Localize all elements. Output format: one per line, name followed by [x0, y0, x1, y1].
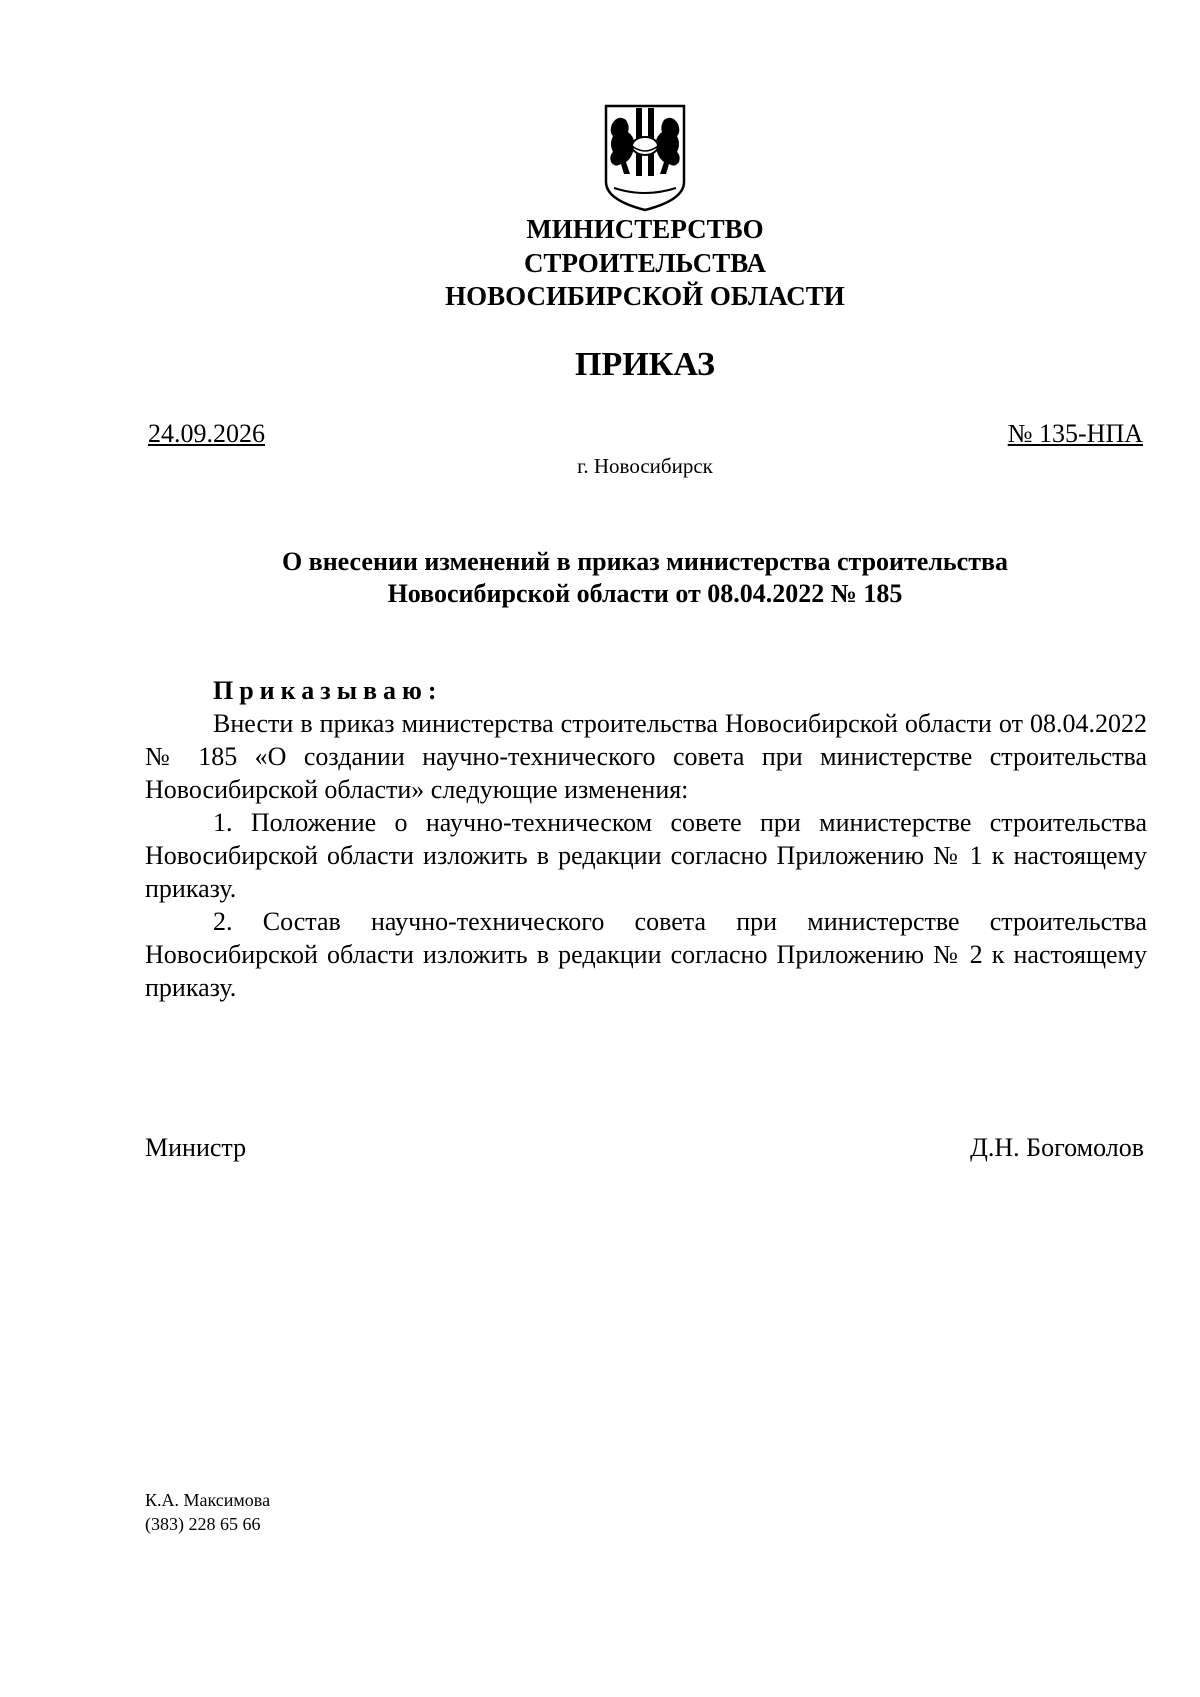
document-type-title: ПРИКАЗ [575, 346, 715, 383]
body-paragraph-intro: Внести в приказ министерства строительства Новосибирской области от 08.04.2022 № 185 «О создании научно-технического совета при министерстве строительства Новосибирской области» следующие изменения: [145, 709, 1147, 804]
subject-line-1: О внесении изменений в приказ министерства строительства [281, 547, 1009, 576]
order-word: Приказываю: [213, 676, 443, 705]
document-body [145, 674, 1147, 1004]
signatory-title: Министр [145, 1133, 247, 1162]
document-subject [200, 546, 1090, 610]
coat-of-arms-icon [602, 104, 688, 212]
body-item-2: 2. Состав научно-технического совета при министерстве строительства Новосибирской области изложить в редакции согласно Приложению № 2 к настоящему приказу. [145, 907, 1147, 1002]
ministry-name-line-1: МИНИСТЕРСТВО [526, 214, 764, 244]
document-number: № 135-НПА [1007, 419, 1143, 448]
ministry-name-line-2: СТРОИТЕЛЬСТВА [523, 248, 767, 278]
document-date: 24.09.2026 [148, 419, 265, 448]
body-item-1: 1. Положение о научно-техническом совете при министерстве строительства Новосибирской области изложить в редакции согласно Приложению № 1 к настоящему приказу. [145, 808, 1147, 903]
document-city: г. Новосибирск [577, 454, 713, 478]
signatory-name: Д.Н. Богомолов [970, 1133, 1144, 1162]
executor-name: К.А. Максимова [145, 1490, 271, 1510]
ministry-name-line-3: НОВОСИБИРСКОЙ ОБЛАСТИ [445, 281, 845, 311]
executor-phone: (383) 228 65 66 [145, 1514, 261, 1534]
subject-line-2: Новосибирской области от 08.04.2022 № 185 [387, 579, 903, 608]
